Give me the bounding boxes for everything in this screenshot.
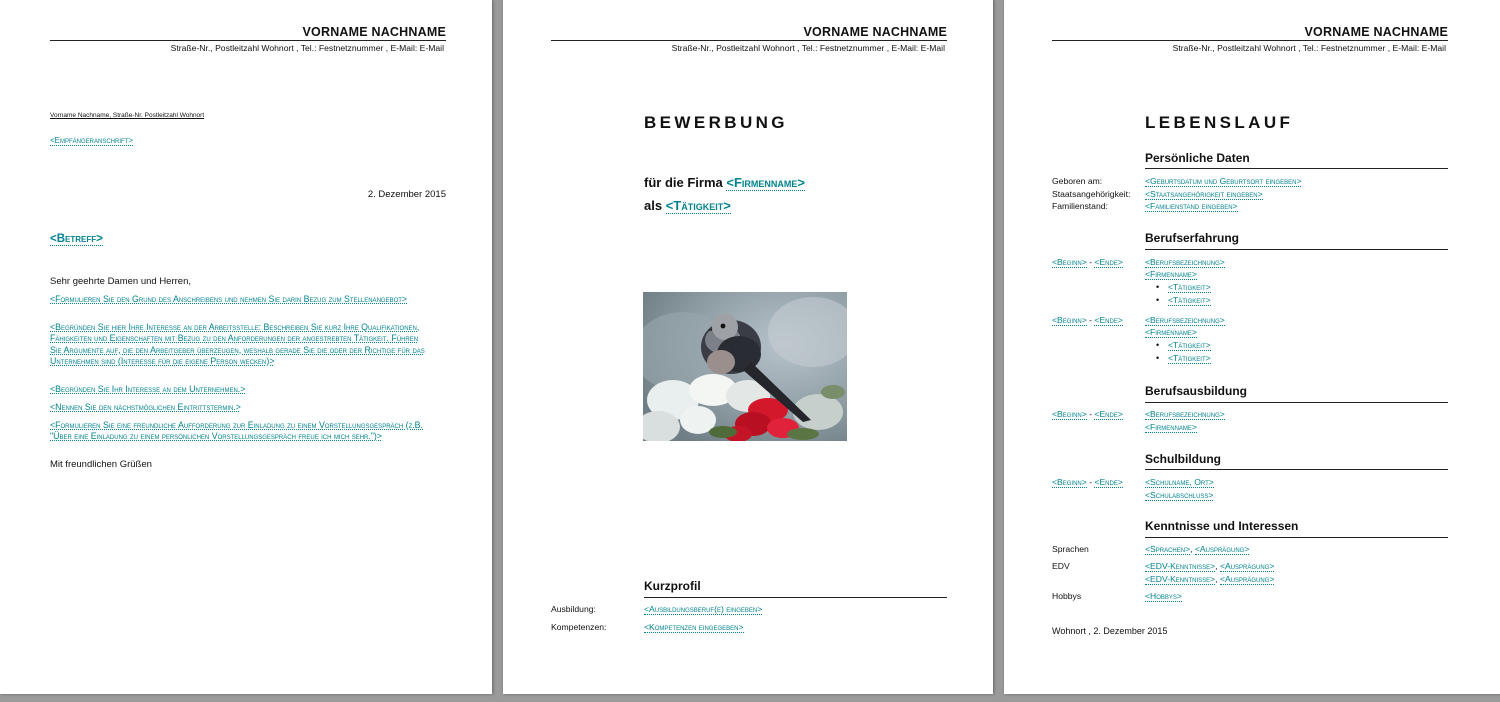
header-address: Straße-Nr., Postleitzahl Wohnort , Tel.: Festnetznummer , E-Mail: E-Mail xyxy=(671,43,945,53)
list-item xyxy=(1156,294,1211,307)
end-placeholder[interactable]: <Ende> xyxy=(1094,315,1123,325)
training-title-placeholder[interactable]: <Berufsbezeichnung> xyxy=(1145,409,1225,419)
end-placeholder[interactable]: <Ende> xyxy=(1094,409,1123,419)
school-rule xyxy=(1145,469,1448,470)
experience-2-dates: <Beginn> - <Ende> xyxy=(1052,315,1123,325)
school-heading: Schulbildung xyxy=(1145,452,1221,466)
recipient-placeholder[interactable]: <Empfängeranschrift> xyxy=(50,136,134,145)
job-title-placeholder[interactable]: <Berufsbezeichnung> xyxy=(1145,315,1225,325)
edv-placeholder[interactable]: <EDV-Kenntnisse> xyxy=(1145,574,1216,584)
label-familienstand: Familienstand: xyxy=(1052,201,1108,211)
kurzprofil-label-kompetenzen: Kompetenzen: xyxy=(551,622,607,632)
experience-rule xyxy=(1145,249,1448,250)
skills-heading: Kenntnisse und Interessen xyxy=(1145,519,1299,533)
begin-placeholder[interactable]: <Beginn> xyxy=(1052,257,1087,267)
personal-rule xyxy=(1145,168,1448,169)
company-placeholder[interactable]: <Firmenname> xyxy=(1145,269,1197,279)
paragraph-start-date[interactable]: <Nennen Sie den nächstmöglichen Eintrittstermin.> xyxy=(50,402,241,412)
header-address: Straße-Nr., Postleitzahl Wohnort , Tel.: Festnetznummer , E-Mail: E-Mail xyxy=(1172,43,1446,53)
role-prefix: als xyxy=(644,198,666,213)
training-rule xyxy=(1145,402,1448,403)
edv-line-2: <EDV-Kenntnisse>, <Ausprägung> xyxy=(1145,574,1275,584)
label-geboren: Geboren am: xyxy=(1052,176,1103,186)
place-date: Wohnort , 2. Dezember 2015 xyxy=(1052,626,1168,636)
staatsangehoerigkeit-placeholder[interactable]: <Staatsangehörigkeit eingeben> xyxy=(1145,189,1263,199)
paragraph-reason[interactable]: <Formulieren Sie den Grund des Anschreibens und nehmen Sie darin Bezug zum Stellenangebot> xyxy=(50,294,408,304)
experience-1-dates: <Beginn> - <Ende> xyxy=(1052,257,1123,267)
experience-heading: Berufserfahrung xyxy=(1145,231,1240,245)
end-placeholder[interactable]: <Ende> xyxy=(1094,477,1123,487)
kompetenzen-placeholder[interactable]: <Kompetenzen eingegeben> xyxy=(644,622,744,632)
end-placeholder[interactable]: <Ende> xyxy=(1094,257,1123,267)
training-heading: Berufsausbildung xyxy=(1145,384,1248,398)
edv-line-1: <EDV-Kenntnisse>, <Ausprägung> xyxy=(1145,561,1275,571)
edv-placeholder[interactable]: <EDV-Kenntnisse> xyxy=(1145,561,1216,571)
begin-placeholder[interactable]: <Beginn> xyxy=(1052,477,1087,487)
begin-placeholder[interactable]: <Beginn> xyxy=(1052,315,1087,325)
closing: Mit freundlichen Grüßen xyxy=(50,459,152,470)
hobbies-placeholder[interactable]: <Hobbys> xyxy=(1145,591,1182,601)
list-item xyxy=(1156,352,1211,365)
languages-line: <Sprachen>, <Ausprägung> xyxy=(1145,544,1250,554)
school-degree-placeholder[interactable]: <Schulabschluss> xyxy=(1145,490,1214,500)
experience-2-tasks xyxy=(1156,339,1211,364)
header-name: VORNAME NACHNAME xyxy=(803,25,947,39)
role-placeholder[interactable]: <Tätigkeit> xyxy=(665,198,731,213)
kurzprofil-heading: Kurzprofil xyxy=(644,579,701,593)
level-placeholder[interactable]: <Ausprägung> xyxy=(1219,561,1275,571)
header-rule xyxy=(50,40,446,41)
experience-1-tasks xyxy=(1156,281,1211,306)
school-name-placeholder[interactable]: <Schulname, Ort> xyxy=(1145,477,1214,487)
label-staatsangehoerigkeit: Staatsangehörigkeit: xyxy=(1052,189,1131,199)
label-edv: EDV xyxy=(1052,561,1070,571)
label-sprachen: Sprachen xyxy=(1052,544,1089,554)
task-placeholder[interactable]: <Tätigkeit> xyxy=(1168,294,1211,305)
training-dates: <Beginn> - <Ende> xyxy=(1052,409,1123,419)
salutation: Sehr geehrte Damen und Herren, xyxy=(50,276,191,287)
training-company-placeholder[interactable]: <Firmenname> xyxy=(1145,422,1197,432)
paragraph-interest-company[interactable]: <Begründen Sie Ihr Interesse an dem Unternehmen.> xyxy=(50,384,246,394)
kurzprofil-rule xyxy=(644,597,947,598)
geburtsdatum-placeholder[interactable]: <Geburtsdatum und Geburtsort eingeben> xyxy=(1145,176,1302,186)
level-placeholder[interactable]: <Ausprägung> xyxy=(1219,574,1275,584)
list-item xyxy=(1156,339,1211,352)
job-title-placeholder[interactable]: <Berufsbezeichnung> xyxy=(1145,257,1225,267)
bird-photo[interactable] xyxy=(643,292,847,441)
list-item xyxy=(1156,281,1211,294)
header-rule xyxy=(551,40,947,41)
firm-prefix: für die Firma xyxy=(644,175,727,190)
ausbildung-placeholder[interactable]: <Ausbildungsberuf(e) eingeben> xyxy=(644,604,763,614)
cv-title: LEBENSLAUF xyxy=(1145,113,1294,132)
languages-placeholder[interactable]: <Sprachen> xyxy=(1145,544,1191,554)
cv-page xyxy=(1004,0,1500,694)
skills-rule xyxy=(1145,537,1448,538)
cover-firm-line xyxy=(644,175,805,190)
letter-date: 2. Dezember 2015 xyxy=(367,189,446,200)
task-placeholder[interactable]: <Tätigkeit> xyxy=(1168,340,1211,350)
level-placeholder[interactable]: <Ausprägung> xyxy=(1194,544,1250,554)
task-placeholder[interactable]: <Tätigkeit> xyxy=(1168,282,1211,292)
firm-placeholder[interactable]: <Firmenname> xyxy=(726,175,805,190)
letter-page xyxy=(0,0,492,694)
header-address: Straße-Nr., Postleitzahl Wohnort , Tel.: Festnetznummer , E-Mail: E-Mail xyxy=(170,43,444,53)
paragraph-interest-job[interactable]: <Begründen Sie hier Ihre Interesse an der Arbeitsstelle: Beschreiben Sie kurz Ihre Qualifikationen, Fähigkeiten und Eigenschaften mit Bezug zu den Anforderungen der angestrebten Tätigkeit. Führen Sie Argumente auf, die den Arbeitgeber überzeugen, weshalb gerade Sie die oder der Richtige für das Unternehmen sind (Interesse für die eigene Person wecken)> xyxy=(50,322,425,366)
company-placeholder[interactable]: <Firmenname> xyxy=(1145,327,1197,337)
cover-page xyxy=(503,0,993,694)
begin-placeholder[interactable]: <Beginn> xyxy=(1052,409,1087,419)
header-rule xyxy=(1052,40,1448,41)
task-placeholder[interactable]: <Tätigkeit> xyxy=(1168,352,1211,363)
cover-role-line xyxy=(644,198,731,213)
personal-heading: Persönliche Daten xyxy=(1145,151,1250,165)
header-name: VORNAME NACHNAME xyxy=(302,25,446,39)
cover-title: BEWERBUNG xyxy=(644,113,788,132)
sender-line: Vorname Nachname, Straße-Nr. Postleitzahl Wohnort xyxy=(50,112,205,119)
kurzprofil-label-ausbildung: Ausbildung: xyxy=(551,604,596,614)
label-hobbys: Hobbys xyxy=(1052,591,1082,601)
paragraph-invitation[interactable]: <Formulieren Sie eine freundliche Aufforderung zur Einladung zu einem Vorstellungsgespräch (z.B. "Über eine Einladung zu einem persönlichen Vorstellungsgespräch freue ich mich sehr.")> xyxy=(50,420,423,442)
header-name: VORNAME NACHNAME xyxy=(1304,25,1448,39)
school-dates: <Beginn> - <Ende> xyxy=(1052,477,1123,487)
familienstand-placeholder[interactable]: <Familienstand eingeben> xyxy=(1145,201,1238,211)
subject-placeholder[interactable]: <Betreff> xyxy=(50,233,103,245)
